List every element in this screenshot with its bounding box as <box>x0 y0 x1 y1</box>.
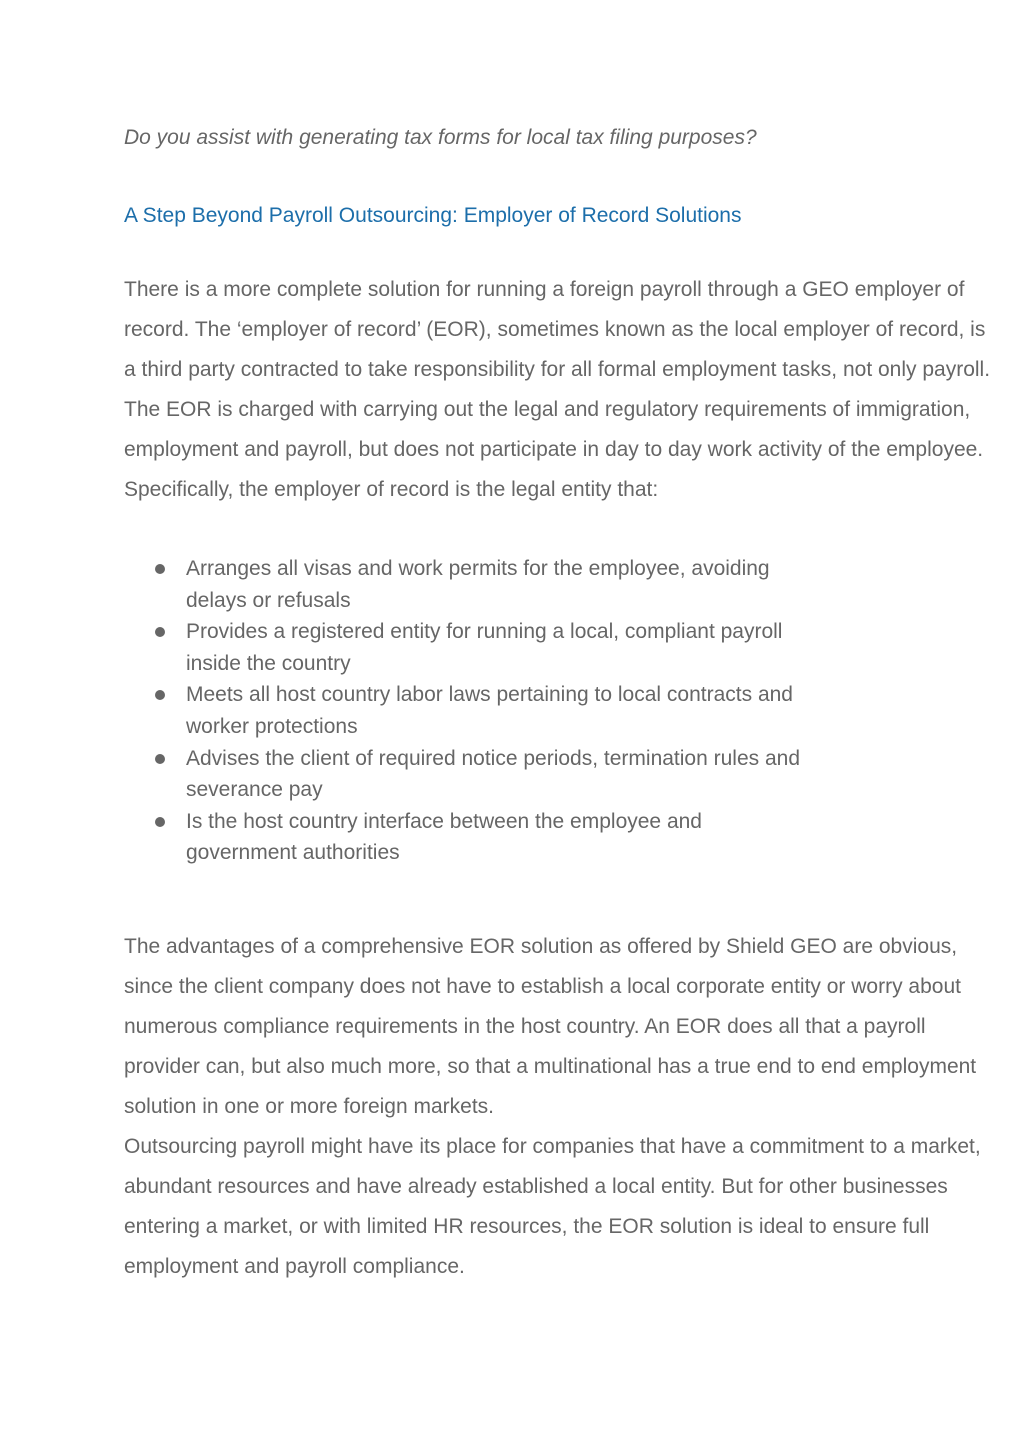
list-item-line: severance pay <box>186 778 323 802</box>
paragraph-line: record. The ‘employer of record’ (EOR), sometimes known as the local employer of record, is <box>124 318 986 341</box>
paragraph-line: solution in one or more foreign markets. <box>124 1095 495 1118</box>
bullet-icon <box>155 817 165 827</box>
list-item-line: Meets all host country labor laws pertaining to local contracts and <box>186 683 793 707</box>
list-item <box>124 616 904 679</box>
list-item-line: delays or refusals <box>186 588 351 612</box>
list-item <box>124 679 904 742</box>
paragraph-line: employment and payroll compliance. <box>124 1255 465 1278</box>
list-item-line: inside the country <box>186 651 351 675</box>
list-item <box>124 743 904 806</box>
paragraph-line: Specifically, the employer of record is the legal entity that: <box>124 478 659 501</box>
list-item-line: worker protections <box>186 714 358 738</box>
paragraph-line: numerous compliance requirements in the host country. An EOR does all that a payroll <box>124 1015 926 1038</box>
conclusion-paragraph <box>124 1127 981 1287</box>
list-item-line: Advises the client of required notice periods, termination rules and <box>186 746 801 770</box>
list-item <box>124 553 904 616</box>
paragraph-line: provider can, but also much more, so that a multinational has a true end to end employment <box>124 1055 977 1078</box>
paragraph-line: entering a market, or with limited HR resources, the EOR solution is ideal to ensure full <box>124 1215 930 1238</box>
list-item-line: Arranges all visas and work permits for the employee, avoiding <box>186 557 770 580</box>
list-item-line: Provides a registered entity for running a local, compliant payroll <box>186 620 783 644</box>
bullet-icon <box>155 690 165 700</box>
eor-responsibilities-list <box>124 553 904 869</box>
paragraph-line: The EOR is charged with carrying out the legal and regulatory requirements of immigration, <box>124 398 971 421</box>
paragraph-line: a third party contracted to take responsibility for all formal employment tasks, not only payroll. <box>124 358 991 381</box>
advantages-paragraph <box>124 927 976 1127</box>
faq-question: Do you assist with generating tax forms for local tax filing purposes? <box>124 126 757 149</box>
list-item <box>124 806 904 869</box>
bullet-icon <box>155 754 165 764</box>
paragraph-line: Outsourcing payroll might have its place for companies that have a commitment to a market, <box>124 1135 981 1158</box>
bullet-icon <box>155 627 165 637</box>
intro-paragraph <box>124 270 990 510</box>
paragraph-line: There is a more complete solution for running a foreign payroll through a GEO employer of <box>124 278 965 301</box>
paragraph-line: abundant resources and have already established a local entity. But for other businesses <box>124 1175 948 1198</box>
bullet-icon <box>155 564 165 574</box>
paragraph-line: employment and payroll, but does not participate in day to day work activity of the employee. <box>124 438 984 461</box>
list-item-line: Is the host country interface between the employee and <box>186 809 702 833</box>
paragraph-line: The advantages of a comprehensive EOR solution as offered by Shield GEO are obvious, <box>124 935 958 958</box>
paragraph-line: since the client company does not have to establish a local corporate entity or worry about <box>124 975 961 998</box>
list-item-line: government authorities <box>186 841 400 865</box>
section-heading: A Step Beyond Payroll Outsourcing: Employer of Record Solutions <box>124 204 742 227</box>
